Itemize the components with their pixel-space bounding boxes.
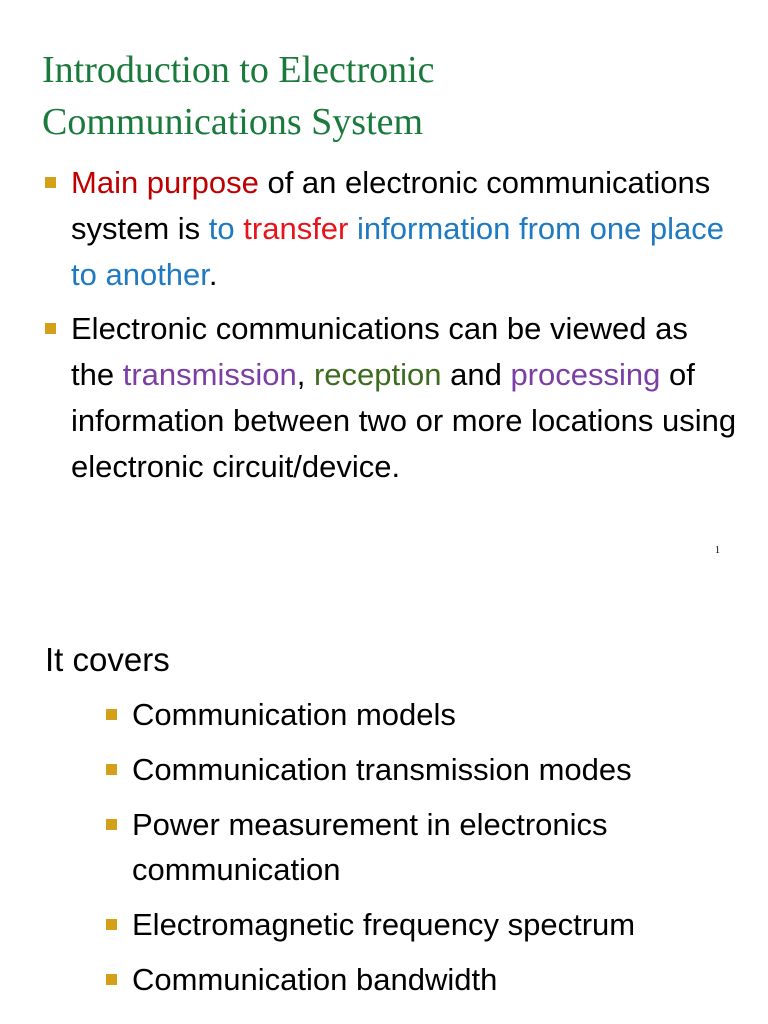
slide-2-heading: It covers (45, 641, 170, 678)
list-item (0, 802, 768, 892)
list-item (0, 902, 768, 947)
bullet-2-and: and (441, 357, 511, 392)
square-bullet-icon (45, 323, 56, 334)
list-item (0, 692, 768, 737)
bullet-2-text-a: Electronic communications can be viewed as the (71, 311, 688, 392)
square-bullet-icon (106, 819, 117, 830)
title-line-1: Introduction to Electronic (42, 49, 435, 91)
emphasis-transmission: transmission (122, 357, 297, 392)
bullet-electronic-communications (0, 306, 768, 490)
slide-2 (0, 580, 768, 1024)
slide-2-bullet-list (0, 692, 768, 1012)
list-item-label: Power measurement in electronics communication (132, 807, 608, 887)
slide-title (42, 44, 742, 148)
square-bullet-icon (106, 919, 117, 930)
bullet-2-text-b: of information between two or more locations using electronic circuit/device. (71, 357, 737, 484)
emphasis-information: information from one place to another (71, 211, 725, 292)
bullet-main-purpose (0, 160, 768, 298)
emphasis-to: to (208, 211, 235, 246)
spacer (235, 211, 244, 246)
bullet-1-period: . (208, 257, 218, 292)
square-bullet-icon (106, 709, 117, 720)
square-bullet-icon (45, 177, 56, 188)
emphasis-main-purpose: Main purpose (71, 165, 259, 200)
list-item-label: Electromagnetic frequency spectrum (132, 907, 636, 942)
emphasis-transfer: transfer (243, 211, 349, 246)
emphasis-processing: processing (510, 357, 661, 392)
bullet-2-comma: , (296, 357, 314, 392)
emphasis-reception: reception (313, 357, 442, 392)
list-item-label: Communication bandwidth (132, 962, 498, 997)
slide-1-bullet-list (0, 160, 768, 498)
list-item (0, 747, 768, 792)
list-item (0, 957, 768, 1002)
list-item-label: Communication transmission modes (132, 752, 632, 787)
list-item-label: Communication models (132, 697, 456, 732)
bullet-1-text-a: of an electronic communications system is (71, 165, 711, 246)
square-bullet-icon (106, 764, 117, 775)
page-number: 1 (715, 545, 720, 556)
title-line-2: Communications System (42, 101, 424, 143)
square-bullet-icon (106, 974, 117, 985)
